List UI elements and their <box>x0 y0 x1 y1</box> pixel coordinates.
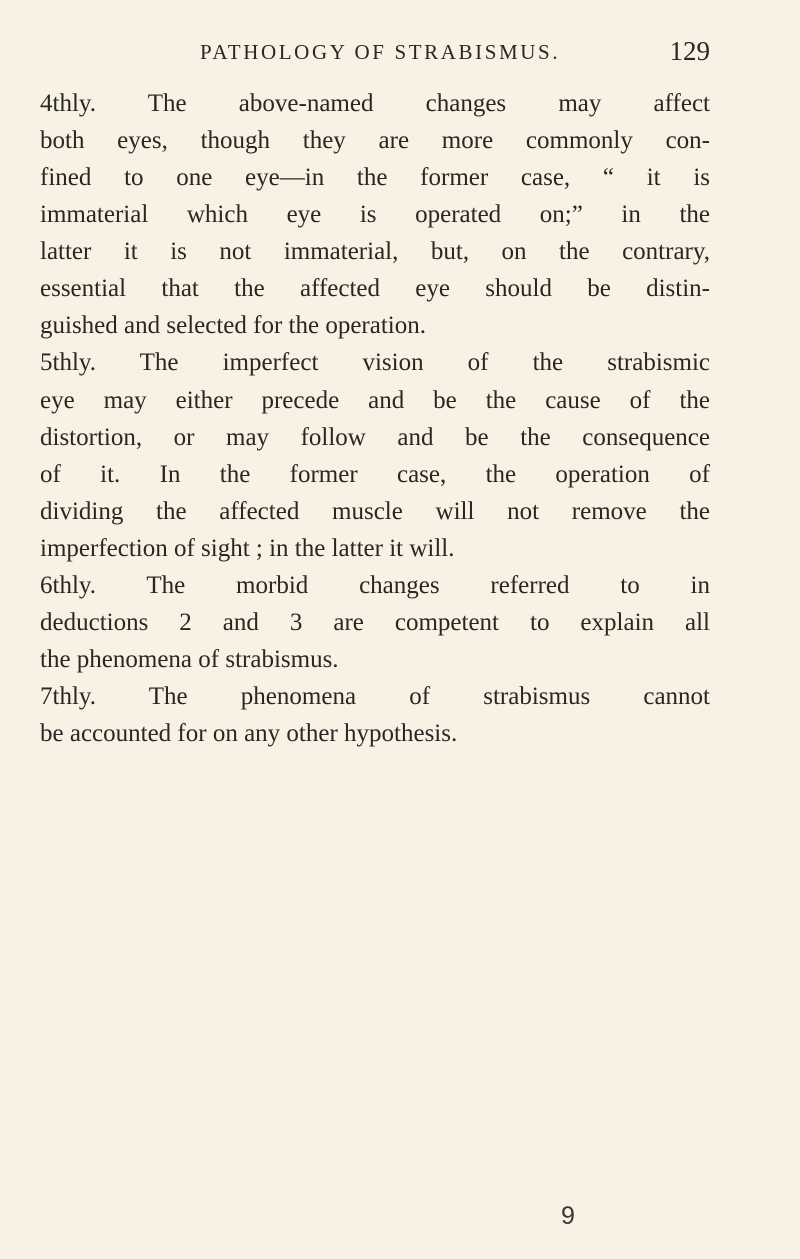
text-line: eye may either precede and be the cause of the <box>40 386 710 414</box>
text-line: of it. In the former case, the operation of <box>40 460 710 488</box>
text-line: essential that the affected eye should be distin- <box>40 275 710 303</box>
text-line: 7thly. The phenomena of strabismus cannot <box>40 683 710 710</box>
text-line: 4thly. The above-named changes may affect <box>40 90 710 117</box>
running-title: PATHOLOGY OF STRABISMUS. <box>200 40 561 64</box>
running-head <box>200 36 710 76</box>
signature-mark: 9 <box>561 1202 575 1230</box>
body-text <box>40 85 710 752</box>
text-line: the phenomena of strabismus. <box>40 645 339 673</box>
text-line: be accounted for on any other hypothesis. <box>40 720 458 748</box>
text-line: deductions 2 and 3 are competent to explain all <box>40 608 710 636</box>
text-line: imperfection of sight ; in the latter it will. <box>40 534 455 562</box>
text-line: latter it is not immaterial, but, on the contrary, <box>40 238 710 266</box>
text-line: fined to one eye—in the former case, “ it is <box>40 164 710 192</box>
text-line: distortion, or may follow and be the consequence <box>40 423 710 451</box>
text-line: dividing the affected muscle will not remove the <box>40 497 710 525</box>
text-line: both eyes, though they are more commonly con- <box>40 127 710 155</box>
text-line: 5thly. The imperfect vision of the strabismic <box>40 349 710 377</box>
page-number: 129 <box>669 36 710 66</box>
text-line: guished and selected for the operation. <box>40 312 426 340</box>
text-line: 6thly. The morbid changes referred to in <box>40 571 710 599</box>
text-line: immaterial which eye is operated on;” in the <box>40 201 710 229</box>
